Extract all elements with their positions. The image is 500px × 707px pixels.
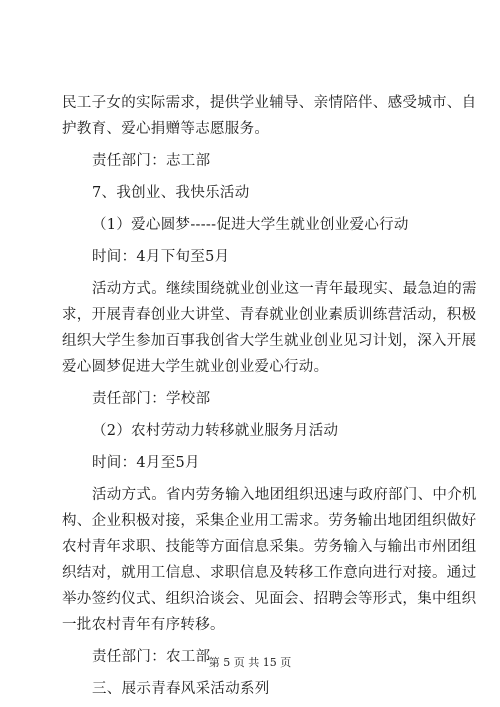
paragraph [62,482,477,638]
document-body [62,90,477,702]
text-line: 时间：4月至5月 [92,455,200,471]
paragraph [62,676,447,702]
text-line: 一批农村青年有序转移。 [62,617,225,633]
paragraph [62,90,477,142]
page-footer: 第 5 页 共 15 页 [208,656,292,669]
text-line: 构、企业积极对接，采集企业用工需求。劳务输出地团组织做好 [62,513,477,529]
text-line: 农村青年求职、技能等方面信息采集。劳务输入与输出市州团组 [62,539,477,555]
paragraph [62,418,447,444]
text-line: 7、我创业、我快乐活动 [92,185,250,201]
text-line: 活动方式。省内劳务输入地团组织迅速与政府部门、中介机 [92,487,477,503]
text-line: 爱心圆梦促进大学生就业创业爱心行动。 [62,359,329,375]
text-line: 织结对，就用工信息、求职信息及转移工作意向进行对接。通过 [62,565,477,581]
text-line: 护教育、爱心捐赠等志愿服务。 [62,121,270,137]
text-line: 三、展示青春风采活动系列 [92,681,270,697]
paragraph [62,212,447,238]
text-line: 责任部门：志工部 [92,153,211,169]
paragraph [62,450,447,476]
paragraph [62,180,447,206]
text-line: 举办签约仪式、组织洽谈会、见面会、招聘会等形式，集中组织 [62,591,477,607]
paragraph [62,148,447,174]
text-line: 责任部门：学校部 [92,391,211,407]
paragraph [62,276,477,380]
text-line: 求，开展青春创业大讲堂、青春就业创业素质训练营活动，积极 [62,307,477,323]
paragraph [62,386,447,412]
text-line: 民工子女的实际需求，提供学业辅导、亲情陪伴、感受城市、自 [62,95,477,111]
text-line: 活动方式。继续围绕就业创业这一青年最现实、最急迫的需 [92,281,477,297]
paragraph [62,244,447,270]
text-line: （1）爱心圆梦-----促进大学生就业创业爱心行动 [92,217,409,233]
text-line: 时间：4月下旬至5月 [92,249,230,265]
text-line: 组织大学生参加百事我创省大学生就业创业见习计划，深入开展 [62,333,477,349]
text-line: 责任部门：农工部 [92,649,211,665]
text-line: （2）农村劳动力转移就业服务月活动 [92,423,339,439]
